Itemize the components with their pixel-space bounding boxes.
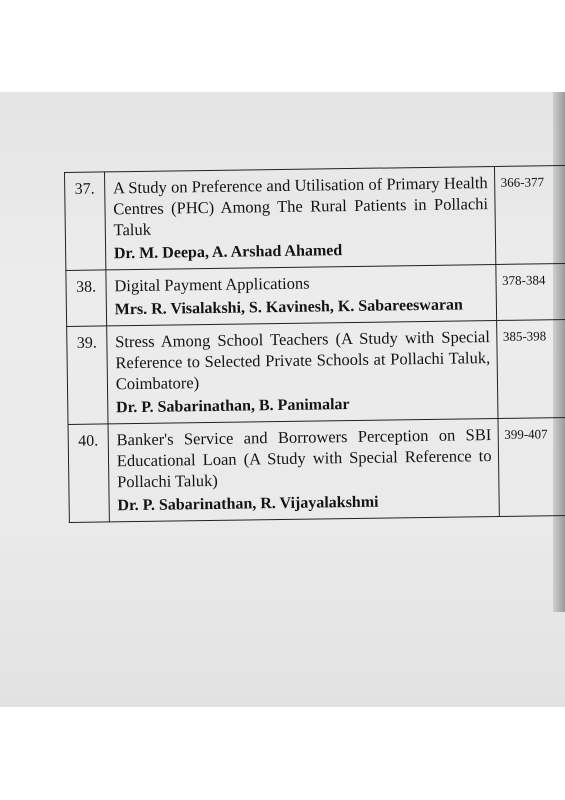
contents-row	[67, 319, 565, 424]
entry-pages: 378-384	[495, 263, 565, 320]
entry-cell	[106, 320, 497, 423]
contents-row	[66, 263, 565, 326]
entry-title: A Study on Preference and Utilisation of Primary Health Centres (PHC) Among The Rural Patients in Pollachi Taluk	[112, 173, 489, 240]
entry-cell	[106, 264, 496, 325]
entry-pages: 385-398	[496, 319, 565, 418]
contents-table	[64, 165, 565, 523]
entry-pages: 366-377	[494, 165, 565, 264]
entry-title: Banker's Service and Borrowers Perception on SBI Educational Loan (A Study with Special Reference to Pollachi Taluk)	[116, 425, 492, 492]
entry-authors: Mrs. R. Visalakshi, S. Kavinesh, K. Sabareeswaran	[114, 296, 464, 319]
contents-row	[65, 165, 565, 270]
entry-authors: Dr. M. Deepa, A. Arshad Ahamed	[113, 242, 343, 263]
contents-row	[68, 417, 565, 522]
entry-number: 40.	[68, 424, 109, 523]
entry-title: Digital Payment Applications	[114, 273, 310, 296]
entry-number: 39.	[67, 326, 108, 425]
entry-authors: Dr. P. Sabarinathan, B. Panimalar	[115, 396, 350, 417]
entry-cell	[104, 166, 495, 269]
entry-cell	[108, 418, 499, 521]
entry-number: 37.	[65, 172, 106, 271]
entry-pages: 399-407	[498, 417, 565, 516]
entry-title: Stress Among School Teachers (A Study with Special Reference to Selected Private Schools at Pollachi Taluk, Coimbatore)	[115, 327, 491, 394]
entry-authors: Dr. P. Sabarinathan, R. Vijayalakshmi	[117, 493, 379, 515]
entry-number: 38.	[66, 270, 107, 327]
